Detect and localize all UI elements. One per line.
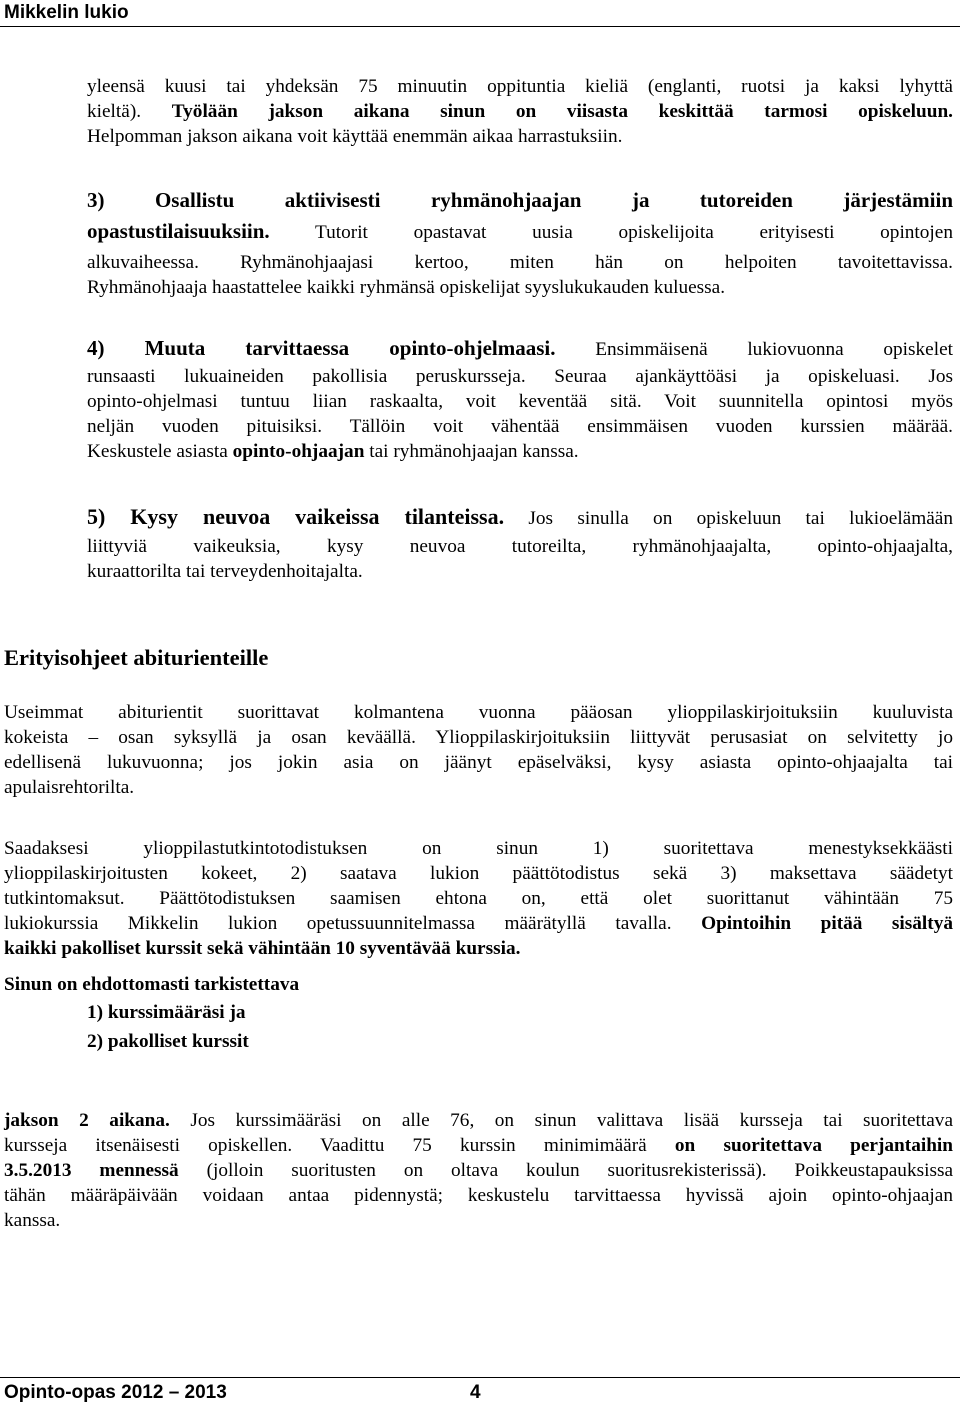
abi-p1-line-3: edellisenä lukuvuonna; jos jokin asia on jäänyt epäselväksi, kysy asiasta opinto-ohjaajalta tai xyxy=(4,752,953,773)
abi-p1-line-4: apulaisrehtorilta. xyxy=(4,777,135,798)
abi-p3-line-5: kanssa. xyxy=(4,1210,61,1231)
abi-paragraph-3 xyxy=(4,1108,953,1233)
section-5-line-3: kuraattorilta tai terveydenhoitajalta. xyxy=(87,561,363,582)
check-item-2: 2) pakolliset kurssit xyxy=(87,1031,249,1052)
section-3-line-2: opastustilaisuuksiin. Tutorit opastavat uusia opiskelijoita erityisesti opintojen xyxy=(87,219,953,243)
check-heading xyxy=(4,972,953,997)
abi-p3-line-3: 3.5.2013 mennessä (jolloin suoritusten on oltava koulun suoritusrekisterissä). Poikkeustapauksissa xyxy=(4,1160,954,1181)
abi-p2-line-2: ylioppilaskirjoitusten kokeet, 2) saatava lukion päättötodistus sekä 3) maksettava säädetyt xyxy=(4,863,953,884)
abiturient-heading: Erityisohjeet abiturienteille xyxy=(4,645,269,670)
intro-line-1: yleensä kuusi tai yhdeksän 75 minuutin oppituntia kieliä (englanti, ruotsi ja kaksi lyhyttä xyxy=(87,76,953,97)
abi-paragraph-1 xyxy=(4,700,953,800)
section-3-line-4: Ryhmänohjaaja haastattelee kaikki ryhmänsä opiskelijat syyslukukauden kuluessa. xyxy=(87,277,726,298)
page-number: 4 xyxy=(470,1382,481,1403)
intro-line-2: kieltä). Työlään jakson aikana sinun on viisasta keskittää tarmosi opiskeluun. xyxy=(87,101,953,122)
abi-p1-line-2: kokeista – osan syksyllä ja osan keväällä. Ylioppilaskirjoituksiin liittyvät perusasiat on selvitetty jo xyxy=(4,727,953,748)
abi-p2-line-3: tutkintomaksut. Päättötodistuksen saamisen ehtona on, että olet suorittanut vähintään 75 xyxy=(4,888,953,909)
section-3-line-3: alkuvaiheessa. Ryhmänohjaajasi kertoo, miten hän on helpoiten tavoitettavissa. xyxy=(87,252,953,273)
intro-paragraph xyxy=(87,74,953,149)
abi-p2-line-4: lukiokurssia Mikkelin lukion opetussuunnitelmassa määrätyllä tavalla. Opintoihin pitää sisältyä xyxy=(4,913,953,934)
section-4-line-5: Keskustele asiasta opinto-ohjaajan tai ryhmänohjaajan kanssa. xyxy=(87,441,579,462)
section-3 xyxy=(87,186,953,300)
abi-p3-line-2: kursseja itsenäisesti opiskellen. Vaadittu 75 kurssin minimimäärä on suoritettava perjantaihin xyxy=(4,1135,954,1156)
section-5-line-2: liittyviä vaikeuksia, kysy neuvoa tutoreilta, ryhmänohjaajalta, opinto-ohjaajalta, xyxy=(87,536,953,557)
abi-p2-line-1: Saadaksesi ylioppilastutkintotodistuksen on sinun 1) suoritettava menestyksekkäästi xyxy=(4,838,953,859)
section-4-line-4: neljän vuoden pituisiksi. Tällöin voit vähentää ensimmäisen vuoden kurssien määrää. xyxy=(87,416,953,437)
section-4 xyxy=(87,334,953,464)
check-item-1: 1) kurssimääräsi ja xyxy=(87,1002,246,1023)
section-4-line-3: opinto-ohjelmasi tuntuu liian raskaalta, voit keventää sitä. Voit suunnitella opintosi myös xyxy=(87,391,953,412)
check-heading-text: Sinun on ehdottomasti tarkistettava xyxy=(4,974,300,995)
abi-p1-line-1: Useimmat abiturientit suorittavat kolmantena vuonna pääosan ylioppilaskirjoituksiin kuuluvista xyxy=(4,702,953,723)
abi-p3-line-1: jakson 2 aikana. Jos kurssimääräsi on alle 76, on sinun valittava lisää kursseja tai suoritettava xyxy=(4,1110,953,1131)
abi-p2-line-5: kaikki pakolliset kurssit sekä vähintään 10 syventävää kurssia. xyxy=(4,938,521,959)
section-5 xyxy=(87,502,953,584)
section-3-heading: 3) Osallistu aktiivisesti ryhmänohjaajan ja tutoreiden järjestämiin xyxy=(87,188,953,212)
abi-paragraph-2 xyxy=(4,836,953,961)
footer-divider xyxy=(0,1377,960,1378)
footer-label: Opinto-opas 2012 – 2013 xyxy=(4,1382,227,1403)
page-header xyxy=(0,0,960,27)
abi-p3-line-4: tähän määräpäivään voidaan antaa pidennystä; keskustelu tarvittaessa hyvissä ajoin opinto-ohjaajan xyxy=(4,1185,953,1206)
section-4-line-2: runsaasti lukuaineiden pakollisia peruskursseja. Seuraa ajankäyttöäsi ja opiskeluasi. Jos xyxy=(87,366,953,387)
section-4-line-1: 4) Muuta tarvittaessa opinto-ohjelmaasi. Ensimmäisenä lukiovuonna opiskelet xyxy=(87,336,953,360)
intro-line-3: Helpomman jakson aikana voit käyttää enemmän aikaa harrastuksiin. xyxy=(87,126,623,147)
section-5-line-1: 5) Kysy neuvoa vaikeissa tilanteissa. Jos sinulla on opiskeluun tai lukioelämään xyxy=(87,504,953,529)
document-title: Mikkelin lukio xyxy=(4,2,129,23)
